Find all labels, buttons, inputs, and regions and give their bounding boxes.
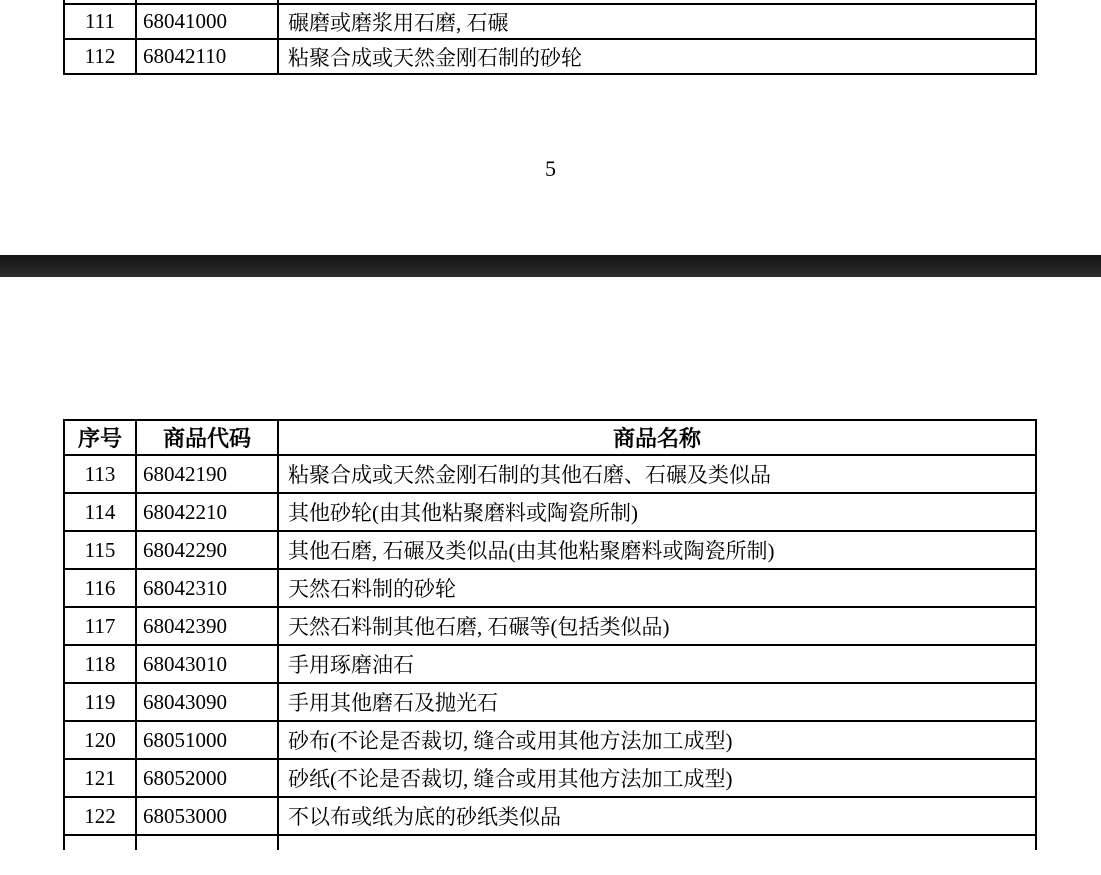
table-row (64, 645, 1036, 683)
name-cell: 其他石磨, 石碾及类似品(由其他粘聚磨料或陶瓷所制) (278, 531, 1036, 569)
name-cell: 碾磨或磨浆用石磨, 石碾 (278, 4, 1036, 39)
table-row (64, 797, 1036, 835)
code-cell: 68043090 (136, 683, 278, 721)
commodity-table-page6 (63, 419, 1037, 850)
table-row (64, 4, 1036, 39)
code-cell: 68042210 (136, 493, 278, 531)
name-cell: 手用琢磨油石 (278, 645, 1036, 683)
seq-cell: 122 (64, 797, 136, 835)
code-cell: 68042390 (136, 607, 278, 645)
table-row (64, 683, 1036, 721)
header-name: 商品名称 (278, 420, 1036, 455)
code-cell: 68051000 (136, 721, 278, 759)
name-cell: 砂布(不论是否裁切, 缝合或用其他方法加工成型) (278, 721, 1036, 759)
code-cell: 68053000 (136, 797, 278, 835)
table-row (64, 531, 1036, 569)
table-row (64, 455, 1036, 493)
table-row (64, 569, 1036, 607)
page-5 (0, 0, 1101, 255)
page-separator-bar (0, 255, 1101, 277)
name-cell: 粘聚合成或天然金刚石制的砂轮 (278, 39, 1036, 74)
code-cell: 68042290 (136, 531, 278, 569)
name-cell: 粘聚合成或天然金刚石制的其他石磨、石碾及类似品 (278, 455, 1036, 493)
seq-cell: 115 (64, 531, 136, 569)
seq-cell: 117 (64, 607, 136, 645)
name-cell: 不以布或纸为底的砂纸类似品 (278, 797, 1036, 835)
name-cell (278, 835, 1036, 850)
code-cell: 68042190 (136, 455, 278, 493)
code-cell: 68052000 (136, 759, 278, 797)
code-cell: 68042310 (136, 569, 278, 607)
table-row (64, 721, 1036, 759)
seq-cell: 120 (64, 721, 136, 759)
name-cell: 手用其他磨石及抛光石 (278, 683, 1036, 721)
code-cell: 68042110 (136, 39, 278, 74)
name-cell: 天然石料制的砂轮 (278, 569, 1036, 607)
name-cell: 砂纸(不论是否裁切, 缝合或用其他方法加工成型) (278, 759, 1036, 797)
header-code: 商品代码 (136, 420, 278, 455)
table-header-row (64, 420, 1036, 455)
name-cell: 其他砂轮(由其他粘聚磨料或陶瓷所制) (278, 493, 1036, 531)
seq-cell: 119 (64, 683, 136, 721)
table-row (64, 759, 1036, 797)
commodity-table-page5-fragment (63, 0, 1037, 75)
page-number: 5 (545, 156, 556, 181)
code-cell (136, 835, 278, 850)
name-cell: 天然石料制其他石磨, 石碾等(包括类似品) (278, 607, 1036, 645)
header-seq: 序号 (64, 420, 136, 455)
seq-cell (64, 835, 136, 850)
seq-cell: 113 (64, 455, 136, 493)
table-row (64, 39, 1036, 74)
seq-cell: 118 (64, 645, 136, 683)
seq-cell: 116 (64, 569, 136, 607)
seq-cell: 121 (64, 759, 136, 797)
seq-cell: 111 (64, 4, 136, 39)
seq-cell: 114 (64, 493, 136, 531)
code-cell: 68041000 (136, 4, 278, 39)
table-row-partial (64, 835, 1036, 850)
table-row (64, 607, 1036, 645)
table-row (64, 493, 1036, 531)
seq-cell: 112 (64, 39, 136, 74)
code-cell: 68043010 (136, 645, 278, 683)
